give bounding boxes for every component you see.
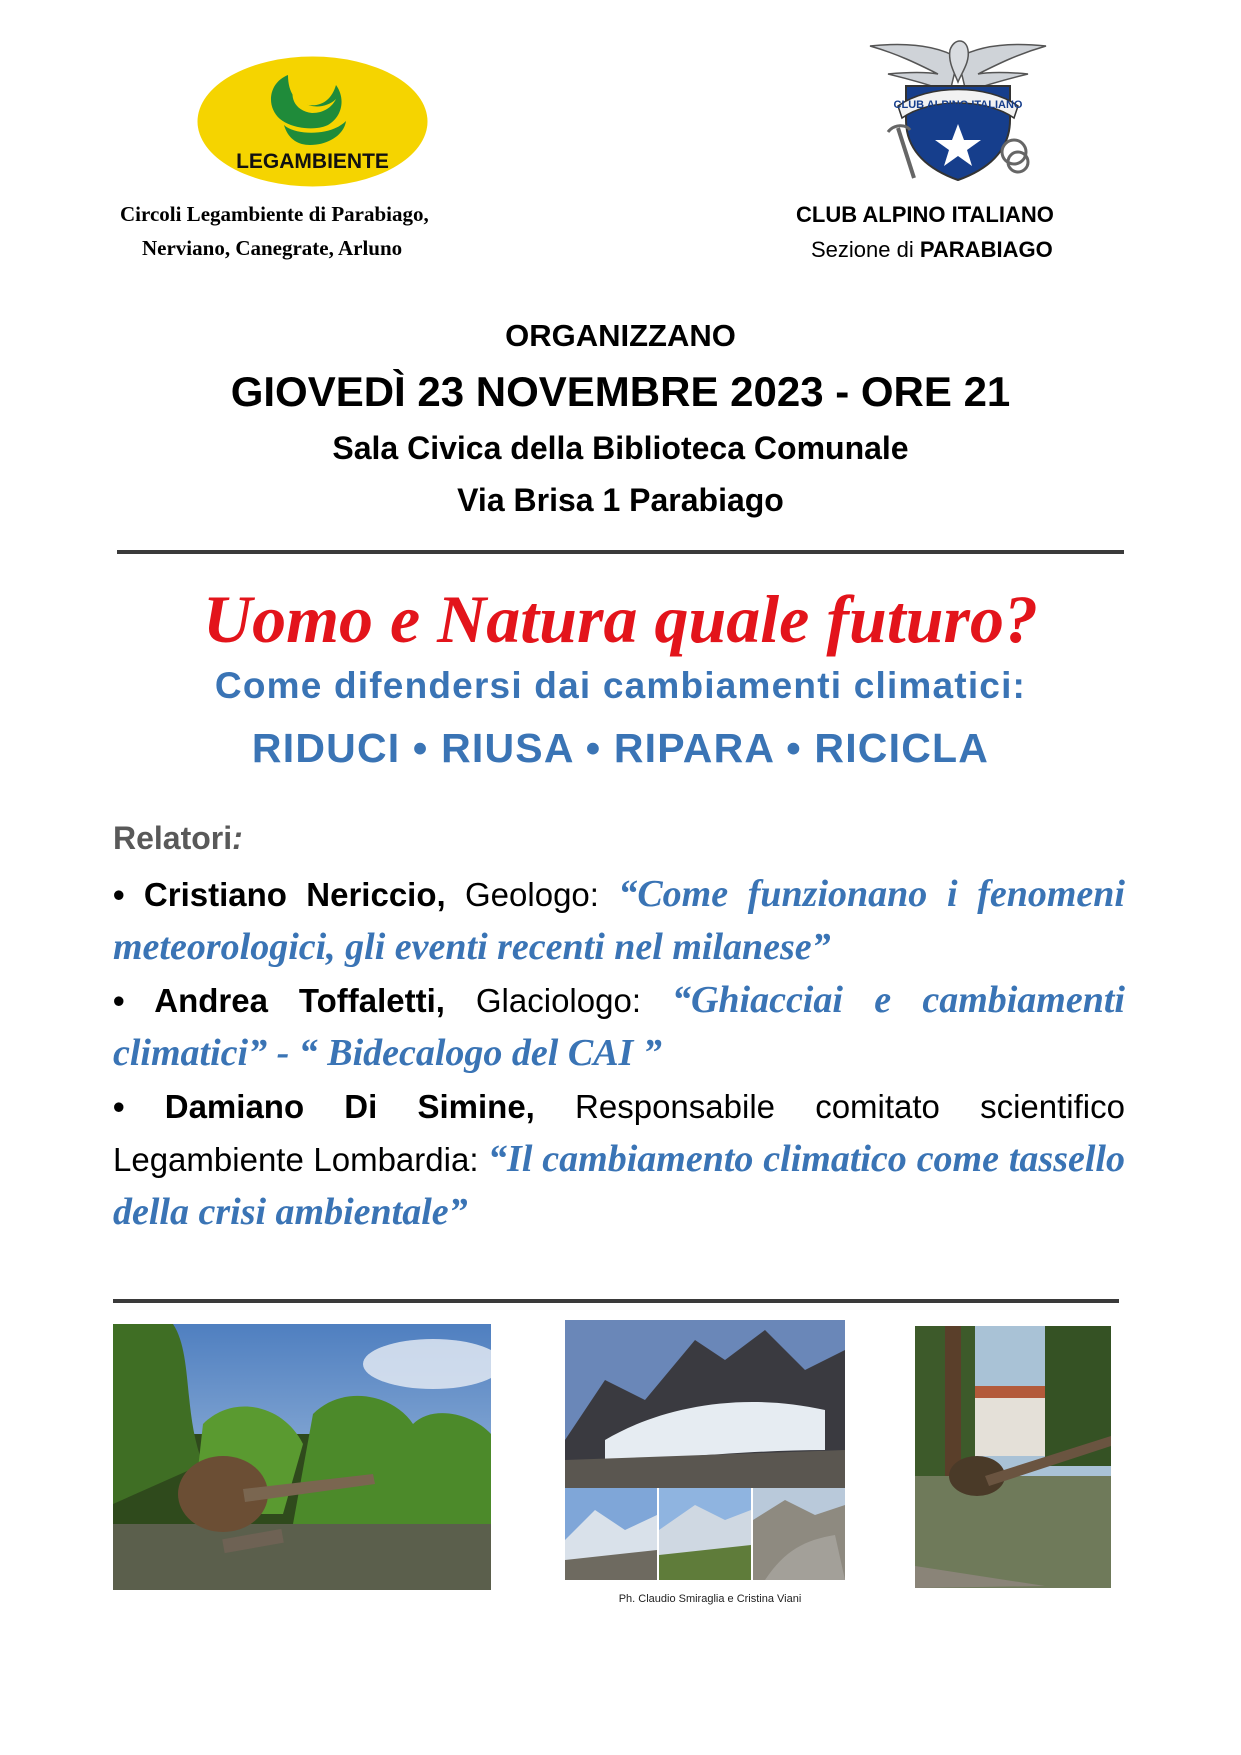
- event-title: Uomo e Natura quale futuro?: [203, 581, 1038, 657]
- speaker-bullet: •: [113, 876, 144, 913]
- left-organizer-line2: Nerviano, Canegrate, Arluno: [142, 236, 403, 260]
- bottom-divider: [113, 1299, 1119, 1303]
- event-motto: RIDUCI • RIUSA • RIPARA • RICICLA: [251, 725, 990, 771]
- cai-logo-ribbon-text: CLUB ALPINO ITALIANO: [893, 99, 1023, 111]
- speaker-role: Glaciologo: [444, 982, 632, 1019]
- speakers-list: [113, 868, 1125, 1239]
- right-organizer-line1: CLUB ALPINO ITALIANO: [796, 202, 1054, 227]
- right-organizer-line2: [780, 232, 1120, 267]
- speaker-talk-title: “Il cambiamento climatico come tassello della crisi ambientale”: [113, 1138, 1125, 1233]
- right-organizer: [780, 197, 1120, 267]
- photo-fallen-tree-building: [915, 1326, 1111, 1588]
- speaker-colon: :: [469, 1141, 489, 1178]
- speaker-item: [113, 974, 1125, 1080]
- speaker-colon: :: [631, 982, 672, 1019]
- speaker-item: [113, 868, 1125, 974]
- speakers-heading-colon: :: [232, 820, 243, 856]
- event-venue: Sala Civica della Biblioteca Comunale: [332, 430, 909, 466]
- speaker-item: [113, 1080, 1125, 1239]
- left-organizer: [120, 197, 520, 265]
- photo-fallen-tree-garden: [113, 1324, 491, 1590]
- speaker-name: Damiano Di Simine,: [164, 1088, 535, 1125]
- speaker-name: Andrea Toffaletti,: [154, 982, 445, 1019]
- speaker-name: Cristiano Nericcio,: [143, 876, 446, 913]
- speaker-bullet: •: [113, 982, 155, 1019]
- speaker-bullet: •: [113, 1088, 165, 1125]
- speakers-heading: [113, 820, 243, 857]
- speaker-role: Geologo: [445, 876, 590, 913]
- photo-credit: Ph. Claudio Smiraglia e Cristina Viani: [618, 1593, 802, 1605]
- event-address: Via Brisa 1 Parabiago: [457, 482, 784, 518]
- cai-logo: [858, 28, 1058, 196]
- event-subtitle: Come difendersi dai cambiamenti climatici:: [214, 665, 1027, 706]
- organizzano-label: ORGANIZZANO: [505, 318, 736, 353]
- speaker-colon: :: [589, 876, 619, 913]
- right-organizer-line2-city: PARABIAGO: [919, 237, 1053, 262]
- legambiente-logo: [196, 55, 429, 188]
- right-organizer-line2-prefix: Sezione di: [811, 237, 920, 262]
- event-date-time: GIOVEDÌ 23 NOVEMBRE 2023 - ORE 21: [230, 368, 1011, 415]
- left-organizer-line1: Circoli Legambiente di Parabiago,: [120, 202, 429, 226]
- speaker-talk-title: “Come funzionano i fenomeni meteorologici, gli eventi recenti nel milanese”: [113, 873, 1125, 968]
- speaker-talk-title: “Ghiacciai e cambiamenti climatici” - “ Bidecalogo del CAI ”: [113, 979, 1125, 1074]
- top-divider: [117, 550, 1124, 554]
- speaker-role: Responsabile comitato scientifico Legambiente Lombardia: [113, 1088, 1125, 1178]
- speakers-heading-text: Relatori: [113, 820, 233, 856]
- photo-glacier-collage: [565, 1320, 845, 1580]
- legambiente-logo-text: LEGAMBIENTE: [236, 150, 389, 173]
